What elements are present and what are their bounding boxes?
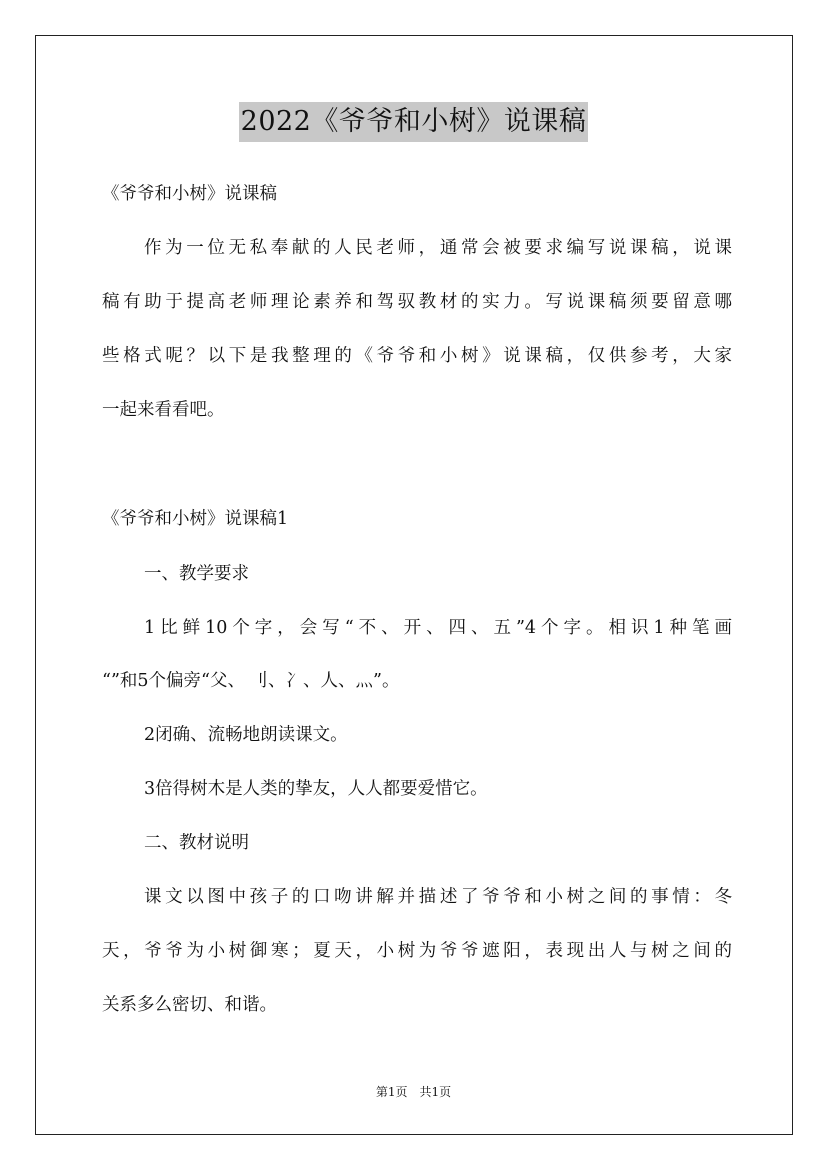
- intro-line-3: 些格式呢？以下是我整理的《爷爷和小树》说课稿，仅供参考，大家: [102, 346, 732, 366]
- heading-teaching-requirements: 一、教学要求: [144, 564, 249, 584]
- document-title: 2022《爷爷和小树》说课稿: [239, 102, 589, 142]
- heading-material-explanation: 二、教材说明: [144, 833, 249, 853]
- page-footer: 第1页 共1页: [375, 1085, 452, 1099]
- subtitle-line: 《爷爷和小树》说课稿: [102, 184, 277, 204]
- intro-line-4: 一起来看看吧。: [102, 400, 225, 420]
- intro-line-2: 稿有助于提高老师理论素养和驾驭教材的实力。写说课稿须要留意哪: [102, 292, 732, 312]
- material-line-3: 关系多么密切、和谐。: [102, 995, 277, 1015]
- requirement-3: 3倍得树木是人类的挚友，人人都要爱惜它。: [144, 779, 488, 799]
- material-line-2: 天，爷爷为小树御寒；夏天，小树为爷爷遮阳，表现出人与树之间的: [102, 941, 732, 961]
- material-line-1: 课文以图中孩子的口吻讲解并描述了爷爷和小树之间的事情：冬: [144, 887, 732, 907]
- section-heading: 《爷爷和小树》说课稿1: [102, 509, 289, 529]
- intro-line-1: 作为一位无私奉献的人民老师，通常会被要求编写说课稿，说课: [144, 238, 732, 258]
- requirement-2: 2闭确、流畅地朗读课文。: [144, 725, 348, 745]
- requirement-1-line-1: 1比鲜10个字，会写“不、开、四、五”4个字。相识1种笔画: [144, 618, 732, 638]
- requirement-1-line-2: “”和5个偏旁“父、 刂、冫、人、灬”。: [102, 671, 400, 691]
- title-container: [0, 102, 827, 142]
